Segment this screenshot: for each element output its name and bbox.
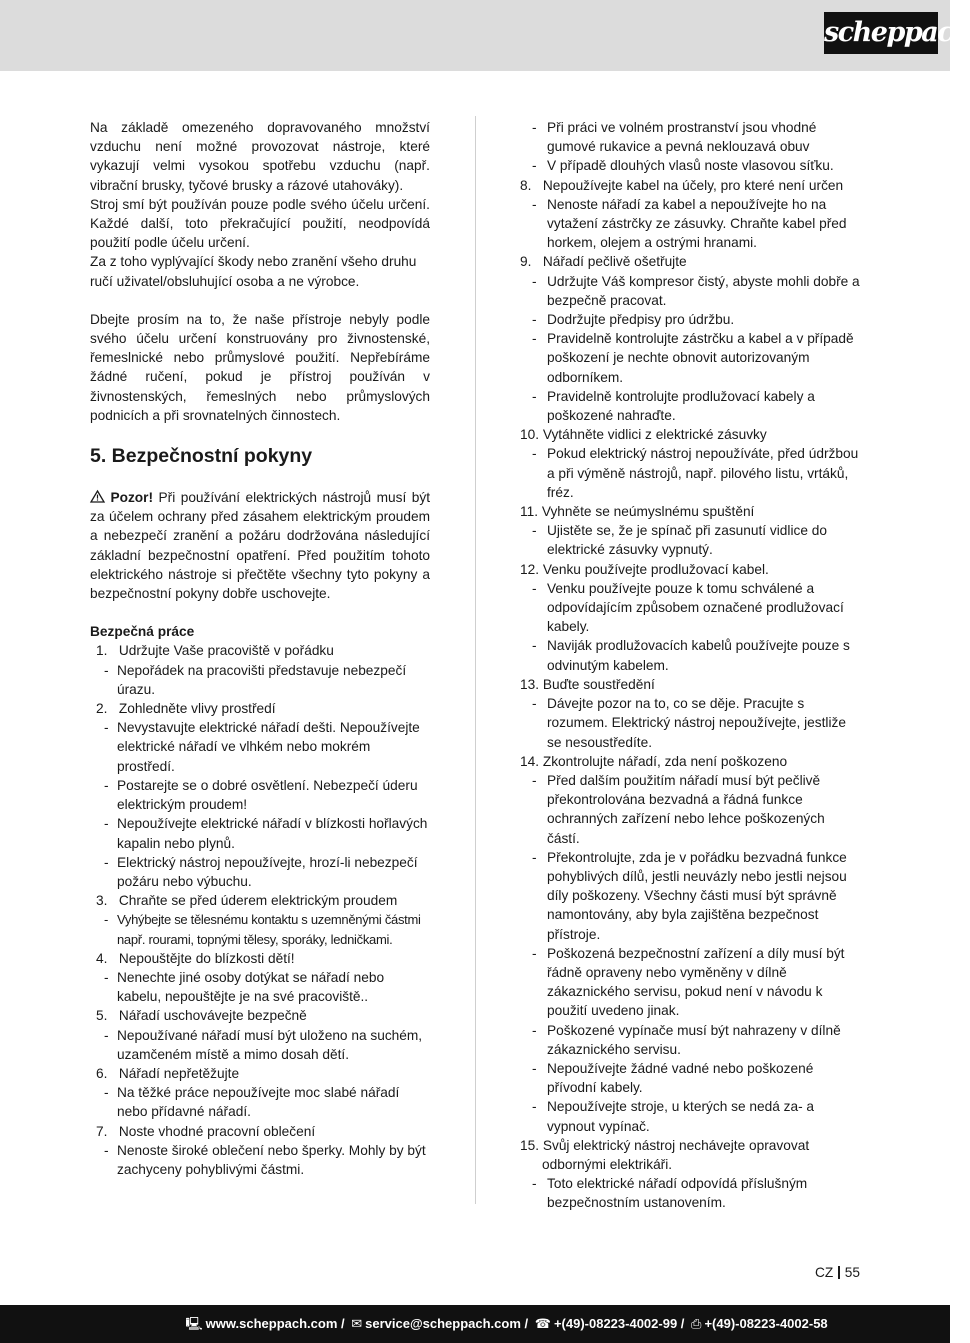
list-item: 1. Udržujte Vaše pracoviště v pořádku - Nepořádek na pracovišti představuje nebezpečí úrazu.	[90, 641, 430, 699]
bullet: - Ujistěte se, že je spínač při zasunutí vidlice do elektrické zásuvky vypnutý.	[532, 523, 827, 558]
bullet: - Elektrický nástroj nepoužívejte, hrozí-li nebezpečí požáru nebo výbuchu.	[104, 854, 418, 889]
bullet: - Před dalším použitím nářadí musí být pečlivě překontrolována bezvadná a řádná funkce ochranných zařízení nebo lehce poškozených částí.	[532, 772, 825, 846]
bullet: - Toto elektrické nářadí odpovídá příslušným bezpečnostním ustanovením.	[532, 1176, 808, 1211]
commercial-use-paragraph: Dbejte prosím na to, že naše přístroje nebyly podle svého účelu určení konstruovány pro živnostenské, řemeslnické nebo průmyslové použití. Nepřebíráme žádné ručení, pokud je přístroj používán v živnostenských, řemeslných nebo průmyslových podnicích a při srovnatelných činnostech.	[90, 311, 430, 423]
list-item: 7. Noste vhodné pracovní oblečení - Nenoste široké oblečení nebo šperky. Mohly by být zachyceny pohyblivými částmi.	[90, 1122, 430, 1180]
list-item: 14. Zkontrolujte nářadí, zda není poškozeno - Před dalším použitím nářadí musí být pečlivě překontrolována bezvadná a řádná funkce ochranných zařízení nebo lehce poškozených částí. - Překontrolujte, zda je v pořádku bezvadná funkce pohyblivých dílů, jestli neuvázly nebo jestli nejsou díly poškozeny. Všechny části musí být správně namontovány, aby byla zajištěna bezpečnost přístroje. - Poškozená bezpečnostní zařízení a díly musí být řádně opraveny nebo vyměněny v dílně zákaznického servisu, pokud není v návodu k použití uvedeno jinak. - Poškozené vypínače musí být nahrazeny v dílně zákaznického servisu. - Nepoužívejte žádné vadné nebo poškozené přívodní kabely. - Nepoužívejte stroje, u kterých se nedá za- a vypnout vypínač.	[520, 752, 860, 1136]
warning-text: Při používání elektrických nástrojů musí být za účelem ochrany před zásahem elektrickým proudem a nebezpečí zranění a požáru dodržována následující základní bezpečnostní opatření. Před použitím tohoto elektrického nástroje si přečtěte všechny tyto pokyny a bezpečnostní pokyny dobře uschovejte.	[90, 490, 430, 602]
bullet: - Poškozené vypínače musí být nahrazeny v dílně zákaznického servisu.	[532, 1022, 841, 1057]
bullet: - Venku používejte pouze k tomu schválené a odpovídajícím způsobem označené prodlužovací kabely.	[532, 580, 844, 635]
list-item: 12. Venku používejte prodlužovací kabel. - Venku používejte pouze k tomu schválené a odpovídajícím způsobem označené prodlužovací kabely. - Naviják prodlužovacích kabelů používejte pouze s odvinutým kabelem.	[520, 560, 860, 675]
list-item: 9. Nářadí pečlivě ošetřujte - Udržujte Váš kompresor čistý, abyste mohli dobře a bezpečně pracovat. - Dodržujte předpisy pro údržbu. - Pravidelně kontrolujte zástrčku a kabel a v případě poškození je nechte obnovit autorizovaným odborníkem. - Pravidelně kontrolujte prodlužovací kabely a poškozené nahraďte.	[520, 252, 860, 425]
footer-email[interactable]: service@scheppach.com /	[365, 1316, 529, 1331]
list-item: 15. Svůj elektrický nástroj nechávejte opravovat odbornými elektrikáři. - Toto elektrické nářadí odpovídá příslušným bezpečnostním ustanovením.	[520, 1136, 860, 1213]
page-number	[815, 1265, 860, 1280]
page-number-value: 55	[844, 1265, 860, 1280]
bullet: - Nepoužívejte elektrické nářadí v blízkosti hořlavých kapalin nebo plynů.	[104, 816, 428, 851]
footer-web[interactable]: www.scheppach.com /	[205, 1316, 345, 1331]
intro-paragraph-1: Na základě omezeného dopravovaného množství vzduchu není možné provozovat nástroje, které vykazují velmi vysokou spotřebu vzduchu (např. vibrační brusky, tyčové brusky a rázové utahováky).	[90, 120, 430, 193]
list-item: 3. Chraňte se před úderem elektrickým proudem - Vyhýbejte se tělesnému kontaktu s uzemněnými částmi např. rourami, topnými tělesy, sporáky, ledničkami.	[90, 891, 430, 949]
list-item: 4. Nepouštějte do blízkosti dětí! - Nenechte jiné osoby dotýkat se nářadí nebo kabelu, nepouštějte je na své pracoviště..	[90, 949, 430, 1007]
column-divider	[475, 116, 476, 1204]
warning-label: Pozor!	[110, 490, 154, 506]
list-item: 5. Nářadí uschovávejte bezpečně - Nepoužívané nářadí musí být uloženo na suchém, uzamčeném místě a mimo dosah dětí.	[90, 1006, 430, 1064]
warning-triangle-icon	[90, 490, 105, 503]
bullet: - V případě dlouhých vlasů noste vlasovou síťku.	[532, 158, 834, 174]
section-title: 5. Bezpečnostní pokyny	[90, 445, 313, 468]
bullet: - Pravidelně kontrolujte zástrčku a kabel a v případě poškození je nechte obnovit autorizovaným odborníkem.	[532, 331, 854, 385]
footer-bar	[0, 1305, 950, 1343]
footer-fax: +(49)-08223-4002-58	[704, 1316, 828, 1331]
footer-phone: +(49)-08223-4002-99 /	[553, 1316, 685, 1331]
bullet: - Poškozená bezpečnostní zařízení a díly musí být řádně opraveny nebo vyměněny v dílně zákaznického servisu, pokud není v návodu k použití uvedeno jinak.	[532, 945, 845, 1019]
bullet: - Dávejte pozor na to, co se děje. Pracujte s rozumem. Elektrický nástroj nepoužívejte, jestliže se nesoustředíte.	[532, 696, 846, 750]
list-item: 11. Vyhněte se neúmyslnému spuštění - Ujistěte se, že je spínač při zasunutí vidlice do elektrické zásuvky vypnutý.	[520, 502, 860, 560]
bullet: - Pravidelně kontrolujte prodlužovací kabely a poškozené nahraďte.	[532, 388, 815, 424]
bullet: - Vyhýbejte se tělesnému kontaktu s uzemněnými částmi např. rourami, topnými tělesy, sporáky, ledničkami.	[104, 912, 421, 947]
bullet: - Na těžké práce nepoužívejte moc slabé nářadí nebo přídavné nářadí.	[104, 1085, 400, 1120]
list-item: 2. Zohledněte vlivy prostředí - Nevystavujte elektrické nářadí dešti. Nepoužívejte elektrické nářadí ve vlhkém nebo mokrém prostředí. - Postarejte se o dobré osvětlení. Nebezpečí úderu elektrickým proudem! - Nepoužívejte elektrické nářadí v blízkosti hořlavých kapalin nebo plynů. - Elektrický nástroj nepoužívejte, hrozí-li nebezpečí požáru nebo výbuchu.	[90, 699, 430, 891]
list-item: 10. Vytáhněte vidlici z elektrické zásuvky - Pokud elektrický nástroj nepoužíváte, před údržbou a při výměně nástrojů, např. pilového listu, vrtáků, fréz.	[520, 425, 860, 502]
list-item: 6. Nářadí nepřetěžujte - Na těžké práce nepoužívejte moc slabé nářadí nebo přídavné nářadí.	[90, 1064, 430, 1122]
intro-paragraph-3: Za z toho vyplývající škody nebo zranění všeho druhu ručí uživatel/obsluhující osoba a ne výrobce.	[90, 254, 417, 289]
bullet: - Nenechte jiné osoby dotýkat se nářadí nebo kabelu, nepouštějte je na své pracoviště..	[104, 969, 385, 1005]
bullet: - Dodržujte předpisy pro údržbu.	[532, 312, 735, 328]
bullet: - Při práci ve volném prostranství jsou vhodné gumové rukavice a pevná neklouzavá obuv	[532, 120, 817, 155]
bullet: - Nepoužívané nářadí musí být uloženo na suchém, uzamčeném místě a mimo dosah dětí.	[104, 1027, 423, 1062]
computer-icon: 🖳	[185, 1316, 203, 1331]
list-item: 8. Nepoužívejte kabel na účely, pro které není určen - Nenoste nářadí za kabel a nepoužívejte ho na vytažení zástrčky ze zásuvky. Chraňte kabel před horkem, olejem a ostrými hranami.	[520, 176, 860, 253]
bullet: - Nepořádek na pracovišti představuje nebezpečí úrazu.	[104, 662, 407, 697]
bullet: - Naviják prodlužovacích kabelů používejte pouze s odvinutým kabelem.	[532, 638, 850, 673]
bullet: - Překontrolujte, zda je v pořádku bezvadná funkce pohyblivých dílů, jestli neuvázly nebo jestli nejsou díly poškozeny. Všechny části musí být správně namontovány, aby byla zajištěna bezpečnost přístroje.	[532, 849, 847, 942]
bullet: - Pokud elektrický nástroj nepoužíváte, před údržbou a při výměně nástrojů, např. pilového listu, vrtáků, fréz.	[532, 446, 859, 500]
list-item: 13. Buďte soustředění - Dávejte pozor na to, co se děje. Pracujte s rozumem. Elektrický nástroj nepoužívejte, jestliže se nesoustředíte.	[520, 675, 860, 752]
page-number-divider	[838, 1266, 840, 1279]
bullet: - Postarejte se o dobré osvětlení. Nebezpečí úderu elektrickým proudem!	[104, 777, 418, 813]
warning-paragraph	[90, 488, 430, 603]
left-column	[90, 118, 430, 1179]
fax-icon: ⎙	[691, 1316, 702, 1331]
header-band	[0, 0, 950, 71]
bullet: - Nenoste nářadí za kabel a nepoužívejte ho na vytažení zástrčky ze zásuvky. Chraňte kabel před horkem, olejem a ostrými hranami.	[532, 196, 847, 251]
bullet: - Nevystavujte elektrické nářadí dešti. Nepoužívejte elektrické nářadí ve vlhkém nebo mokrém prostředí.	[104, 720, 420, 774]
phone-icon: ☎	[534, 1316, 551, 1331]
scheppach-logo: scheppach	[824, 12, 938, 54]
sub-title: Bezpečná práce	[90, 624, 195, 640]
intro-paragraph-2: Stroj smí být používán pouze podle svého účelu určení. Každé další, toto překračující použití, neodpovídá použití podle účelu určení.	[90, 196, 430, 251]
language-code: CZ	[815, 1265, 834, 1280]
right-column	[520, 118, 860, 1213]
bullet: - Nenoste široké oblečení nebo šperky. Mohly by být zachyceny pohyblivými částmi.	[104, 1142, 426, 1177]
mail-icon: ✉	[351, 1316, 363, 1331]
bullet: - Udržujte Váš kompresor čistý, abyste mohli dobře a bezpečně pracovat.	[532, 273, 860, 308]
bullet: - Nepoužívejte žádné vadné nebo poškozené přívodní kabely.	[532, 1060, 814, 1096]
bullet: - Nepoužívejte stroje, u kterých se nedá za- a vypnout vypínač.	[532, 1099, 815, 1134]
